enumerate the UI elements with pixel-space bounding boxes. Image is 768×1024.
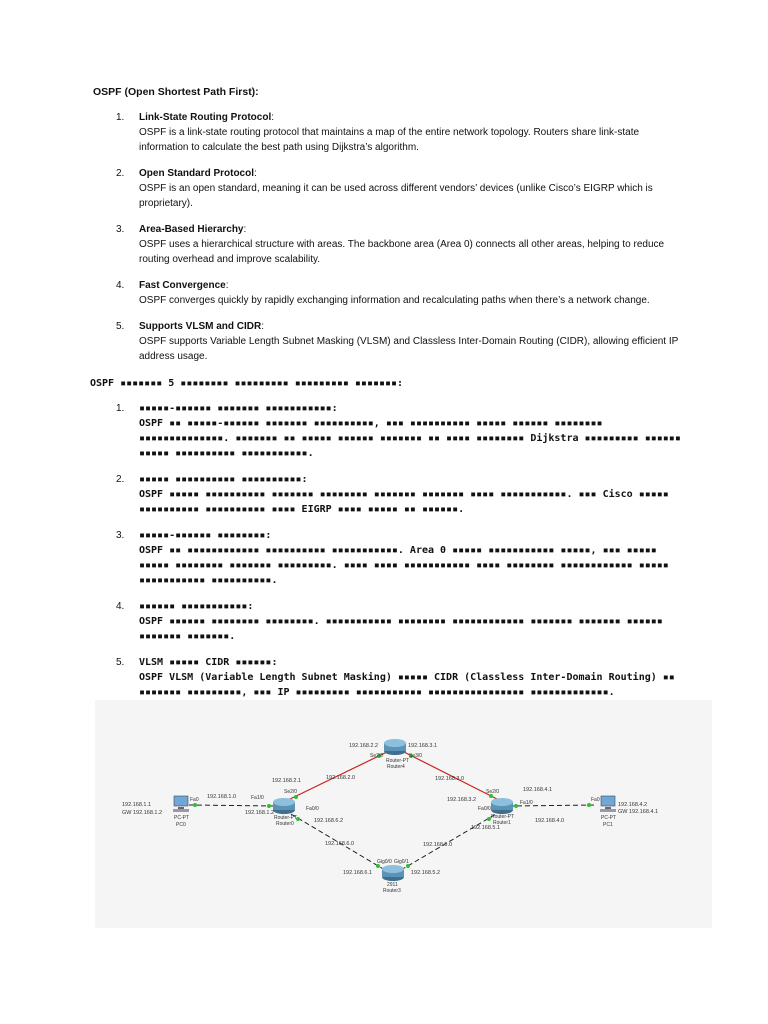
item-title: Area-Based Hierarchy: <box>139 224 247 235</box>
router1-node[interactable] <box>491 798 513 814</box>
item-number: 4. <box>116 601 125 612</box>
section1-list <box>93 110 683 364</box>
router4-ip-left: 192.168.2.2 <box>349 743 379 749</box>
pc-monitor-icon <box>174 796 188 806</box>
router4-ip-right: 192.168.3.1 <box>408 743 438 749</box>
router1-label: Router1 <box>493 820 511 826</box>
list-item <box>93 472 683 517</box>
router4-label: Router4 <box>387 764 405 770</box>
document-body <box>90 86 683 711</box>
router-icon <box>491 798 513 806</box>
pc0-label: PC0 <box>176 822 186 828</box>
router3-interface-left: Gig0/0 <box>377 859 392 865</box>
list-item <box>93 166 683 211</box>
item-description: OSPF uses a hierarchical structure with areas. The backbone area (Area 0) connects all other areas, helping to reduce routing overhead and improve scalability. <box>139 239 665 265</box>
network-topology-diagram <box>95 700 712 928</box>
item-title: Open Standard Protocol: <box>139 168 257 179</box>
pc1-interface: Fa0 <box>591 797 600 803</box>
router-icon <box>384 739 406 747</box>
router-icon <box>382 865 404 873</box>
list-item <box>93 599 683 644</box>
item-number: 5. <box>116 657 125 668</box>
item-title: Fast Convergence: <box>139 280 229 291</box>
link-status-dot <box>267 804 271 808</box>
item-number: 3. <box>116 224 125 235</box>
link-status-dot <box>514 804 518 808</box>
item-title: Link-State Routing Protocol: <box>139 112 274 123</box>
pc-base-icon <box>173 809 189 812</box>
item-description: OSPF is a link-state routing protocol that maintains a map of the entire network topology. Routers share link-state information to calculate the best path using Dijkstra’s algorithm. <box>139 127 640 153</box>
item-number: 2. <box>116 474 125 485</box>
network-gateway-label: 192.168.1.2 <box>245 810 275 816</box>
item-number: 1. <box>116 403 125 414</box>
router3-ip-right: 192.168.5.2 <box>411 870 441 876</box>
network-address-5-router1: 192.168.5.1 <box>471 825 501 831</box>
item-title: VLSM ▪▪▪▪▪ CIDR ▪▪▪▪▪▪: <box>139 657 278 668</box>
pc1-gateway: GW 192.168.4.1 <box>618 809 659 815</box>
item-title: ▪▪▪▪▪▪ ▪▪▪▪▪▪▪▪▪▪▪: <box>139 601 254 612</box>
network-label-2: 192.168.2.0 <box>326 775 356 781</box>
pc-stand-icon <box>178 807 184 809</box>
section2-heading: OSPF ▪▪▪▪▪▪▪ 5 ▪▪▪▪▪▪▪▪ ▪▪▪▪▪▪▪▪▪ ▪▪▪▪▪▪▪▪▪ ▪▪▪▪▪▪▪: <box>90 378 404 389</box>
link-status-dot <box>193 803 197 807</box>
section2-list <box>93 401 683 700</box>
item-number: 4. <box>116 280 125 291</box>
list-item <box>93 278 683 308</box>
router1-ip-top-left: 192.168.3.2 <box>447 797 477 803</box>
router4-interface-right: Se3/0 <box>409 753 423 759</box>
item-title: ▪▪▪▪▪-▪▪▪▪▪▪ ▪▪▪▪▪▪▪▪: <box>139 530 272 541</box>
item-description: OSPF supports Variable Length Subnet Masking (VLSM) and Classless Inter-Domain Routing (CIDR), allowing efficient IP address usage. <box>139 336 679 362</box>
router1-interface-right: Fa1/0 <box>520 800 533 806</box>
item-title: Supports VLSM and CIDR: <box>139 321 265 332</box>
item-description: OSPF ▪▪▪▪▪ ▪▪▪▪▪▪▪▪▪▪ ▪▪▪▪▪▪▪ ▪▪▪▪▪▪▪▪ ▪▪▪▪▪▪▪ ▪▪▪▪▪▪▪ ▪▪▪▪ ▪▪▪▪▪▪▪▪▪▪▪. ▪▪▪ Cisco ▪▪▪▪▪ ▪▪▪▪▪▪▪▪▪▪ ▪▪▪▪▪▪▪▪▪▪ ▪▪▪▪ EIGRP ▪▪▪▪ ▪▪▪▪▪ ▪▪ ▪▪▪▪▪▪. <box>139 489 669 515</box>
router0-label: Router0 <box>276 821 294 827</box>
router0-node[interactable] <box>273 798 295 814</box>
pc1-label: PC1 <box>603 822 613 828</box>
pc0-node[interactable] <box>173 796 189 812</box>
router3-model: 2911 <box>387 882 398 888</box>
list-item <box>93 401 683 461</box>
item-number: 5. <box>116 321 125 332</box>
pc0-interface: Fa0 <box>190 797 199 803</box>
router0-interface-left: Fa1/0 <box>251 795 264 801</box>
router4-interface-left: Se2/0 <box>370 753 384 759</box>
item-number: 3. <box>116 530 125 541</box>
router3-label: Router3 <box>383 888 401 894</box>
section1-heading: OSPF (Open Shortest Path First): <box>93 86 259 98</box>
router0-interface-top: Se2/0 <box>284 789 298 795</box>
item-description: OSPF converges quickly by rapidly exchanging information and recalculating paths when there’s a network change. <box>139 295 650 306</box>
pc-base-icon <box>600 809 616 812</box>
network-label-5: 192.168.5.0 <box>423 842 453 848</box>
router0-ip-top: 192.168.2.1 <box>272 778 302 784</box>
item-title: ▪▪▪▪▪-▪▪▪▪▪▪ ▪▪▪▪▪▪▪ ▪▪▪▪▪▪▪▪▪▪▪: <box>139 403 338 414</box>
router3-interface-right: Gig0/1 <box>394 859 409 865</box>
router1-ip-top-right: 192.168.4.1 <box>523 787 553 793</box>
item-description: OSPF ▪▪ ▪▪▪▪▪▪▪▪▪▪▪▪ ▪▪▪▪▪▪▪▪▪▪ ▪▪▪▪▪▪▪▪▪▪▪. Area 0 ▪▪▪▪▪ ▪▪▪▪▪▪▪▪▪▪▪ ▪▪▪▪▪, ▪▪▪ ▪▪▪▪▪ ▪▪▪▪▪ ▪▪▪▪▪▪▪▪ ▪▪▪▪▪▪▪ ▪▪▪▪▪▪▪▪▪. ▪▪▪▪ ▪▪▪▪ ▪▪▪▪▪▪▪▪▪▪▪ ▪▪▪▪ ▪▪▪▪▪▪▪▪ ▪▪▪▪▪▪▪▪▪▪▪▪ ▪▪▪▪▪ ▪▪▪▪▪▪▪▪▪▪▪ ▪▪▪▪▪▪▪▪▪▪. <box>139 545 669 586</box>
list-item <box>93 655 683 700</box>
network-label-6: 192.168.6.0 <box>325 841 355 847</box>
link-status-dot <box>587 803 591 807</box>
list-item <box>93 319 683 364</box>
router1-model: Router-PT <box>491 814 515 820</box>
router0-interface-bottom: Fa0/0 <box>306 806 319 812</box>
pc-stand-icon <box>605 807 611 809</box>
pc1-ip: 192.168.4.2 <box>618 802 648 808</box>
network-label-3: 192.168.3.0 <box>435 776 465 782</box>
item-number: 1. <box>116 112 125 123</box>
item-number: 2. <box>116 168 125 179</box>
pc0-gateway: GW 192.168.1.2 <box>122 810 163 816</box>
link-status-dot <box>294 795 298 799</box>
router3-node[interactable] <box>382 865 404 881</box>
pc0-model: PC-PT <box>174 815 189 821</box>
pc1-node[interactable] <box>600 796 616 812</box>
list-item <box>93 110 683 155</box>
list-item <box>93 528 683 588</box>
item-title: ▪▪▪▪▪ ▪▪▪▪▪▪▪▪▪▪ ▪▪▪▪▪▪▪▪▪▪: <box>139 474 308 485</box>
pc-monitor-icon <box>601 796 615 806</box>
network-topology-figure <box>95 700 712 928</box>
router1-interface-top: Se2/0 <box>486 789 500 795</box>
pc1-model: PC-PT <box>601 815 616 821</box>
router3-ip-left: 192.168.6.1 <box>343 870 373 876</box>
item-description: OSPF is an open standard, meaning it can be used across different vendors’ devices (unlike Cisco’s EIGRP which is proprietary). <box>139 183 653 209</box>
router0-model: Router-PT <box>274 815 298 821</box>
router-icon <box>273 798 295 806</box>
ethernet-link-pc0-r0 <box>189 805 276 806</box>
item-description: OSPF ▪▪▪▪▪▪ ▪▪▪▪▪▪▪▪ ▪▪▪▪▪▪▪▪. ▪▪▪▪▪▪▪▪▪▪▪ ▪▪▪▪▪▪▪▪ ▪▪▪▪▪▪▪▪▪▪▪▪ ▪▪▪▪▪▪▪ ▪▪▪▪▪▪▪ ▪▪▪▪▪▪ ▪▪▪▪▪▪▪ ▪▪▪▪▪▪▪. <box>139 616 663 642</box>
router1-interface-left: Fa0/0 <box>478 806 491 812</box>
network-label-4: 192.168.4.0 <box>535 818 565 824</box>
list-item <box>93 222 683 267</box>
pc0-ip: 192.168.1.1 <box>122 802 152 808</box>
item-description: OSPF ▪▪ ▪▪▪▪▪-▪▪▪▪▪▪ ▪▪▪▪▪▪▪ ▪▪▪▪▪▪▪▪▪▪, ▪▪▪ ▪▪▪▪▪▪▪▪▪▪ ▪▪▪▪▪ ▪▪▪▪▪▪ ▪▪▪▪▪▪▪▪ ▪▪▪▪▪▪▪▪▪▪▪▪▪▪. ▪▪▪▪▪▪▪ ▪▪ ▪▪▪▪▪ ▪▪▪▪▪▪ ▪▪▪▪▪▪▪ ▪▪ ▪▪▪▪ ▪▪▪▪▪▪▪▪ Dijkstra ▪▪▪▪▪▪▪▪▪ ▪▪▪▪▪▪ ▪▪▪▪▪ ▪▪▪▪▪▪▪▪▪▪ ▪▪▪▪▪▪▪▪▪▪▪. <box>139 418 681 459</box>
network-address-6-router0: 192.168.6.2 <box>314 818 344 824</box>
router4-node[interactable] <box>384 739 406 755</box>
item-description: OSPF VLSM (Variable Length Subnet Masking) ▪▪▪▪▪ CIDR (Classless Inter-Domain Routing) ▪▪ ▪▪▪▪▪▪▪ ▪▪▪▪▪▪▪▪▪, ▪▪▪ IP ▪▪▪▪▪▪▪▪▪ ▪▪▪▪▪▪▪▪▪▪▪ ▪▪▪▪▪▪▪▪▪▪▪▪▪▪▪▪ ▪▪▪▪▪▪▪▪▪▪▪▪▪. <box>139 672 675 698</box>
router4-model: Router-PT <box>386 758 410 764</box>
network-label-1: 192.168.1.0 <box>207 794 237 800</box>
